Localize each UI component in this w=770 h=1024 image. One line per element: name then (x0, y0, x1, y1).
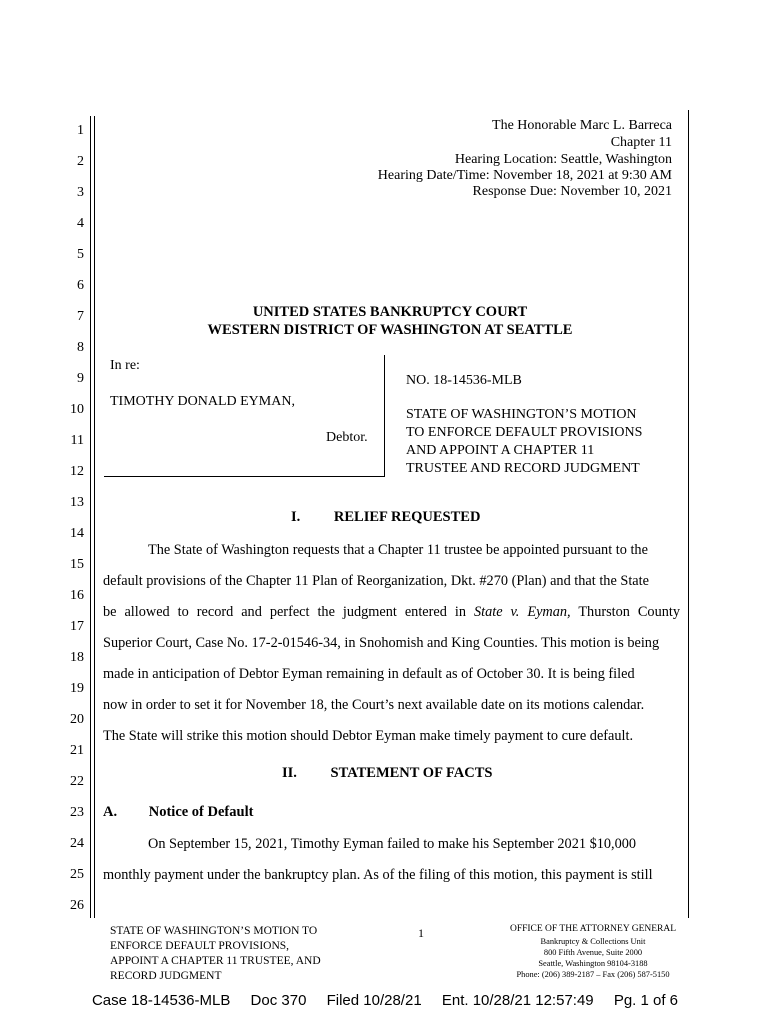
section-title: RELIEF REQUESTED (333, 509, 481, 525)
line-number: 1 (77, 123, 84, 138)
paragraph-line: now in order to set it for November 18, the Court’s next available date on its motions calendar. (103, 697, 645, 713)
subsection-label: A. (103, 804, 118, 820)
line-number: 24 (70, 836, 84, 851)
motion-title-line: STATE OF WASHINGTON’S MOTION (406, 407, 637, 422)
line-number: 7 (77, 309, 84, 324)
page-number: 1 (418, 926, 424, 940)
hearing-location: Hearing Location: Seattle, Washington (454, 152, 672, 167)
filing-stamp (0, 992, 770, 1009)
line-number: 10 (70, 402, 84, 417)
motion-title-line: TRUSTEE AND RECORD JUDGMENT (406, 461, 640, 476)
section-number: I. (291, 509, 301, 525)
line-number: 16 (70, 588, 84, 603)
office-line: Phone: (206) 389-2187 – Fax (206) 587-5150 (516, 970, 670, 979)
case-number: NO. 18-14536-MLB (406, 373, 522, 388)
line-number: 5 (77, 247, 84, 262)
stamp-page: Pg. 1 of 6 (613, 992, 679, 1009)
debtor-label: Debtor. (326, 430, 368, 445)
court-name: UNITED STATES BANKRUPTCY COURT (252, 304, 528, 320)
footer-title-line: RECORD JUDGMENT (110, 970, 222, 982)
paragraph-line: monthly payment under the bankruptcy plan. As of the filing of this motion, this payment is still (103, 867, 653, 883)
line-number: 12 (70, 464, 84, 479)
footer-office-block (503, 924, 683, 980)
section-title: STATEMENT OF FACTS (330, 765, 493, 781)
stamp-case: Case 18-14536-MLB (91, 992, 231, 1009)
line-text: be allowed to record and perfect the judgment entered in (103, 604, 466, 620)
in-re-label: In re: (110, 358, 140, 373)
section-heading-facts (282, 765, 493, 782)
line-number: 21 (70, 743, 84, 758)
office-line: Seattle, Washington 98104-3188 (538, 959, 648, 968)
stamp-doc: Doc 370 (250, 992, 307, 1009)
subsection-title: Notice of Default (148, 804, 254, 820)
caption-divider (384, 355, 385, 477)
paragraph-line: The State of Washington requests that a Chapter 11 trustee be appointed pursuant to the (148, 542, 648, 558)
section-heading-relief (291, 509, 480, 526)
motion-title-line: AND APPOINT A CHAPTER 11 (406, 443, 595, 458)
court-district: WESTERN DISTRICT OF WASHINGTON AT SEATTLE (207, 322, 573, 338)
line-number: 14 (70, 526, 84, 541)
line-number: 20 (70, 712, 84, 727)
line-text: Thurston County (578, 604, 680, 620)
response-due: Response Due: November 10, 2021 (472, 184, 672, 199)
footer-document-title (110, 924, 321, 984)
office-line: 800 Fifth Avenue, Suite 2000 (543, 948, 643, 957)
line-number: 11 (70, 433, 84, 448)
footer-title-line: APPOINT A CHAPTER 11 TRUSTEE, AND (110, 955, 321, 967)
line-number: 23 (70, 805, 84, 820)
footer-title-line: STATE OF WASHINGTON’S MOTION TO (110, 925, 318, 937)
motion-title-line: TO ENFORCE DEFAULT PROVISIONS (406, 425, 643, 440)
paragraph-line: On September 15, 2021, Timothy Eyman failed to make his September 2021 $10,000 (148, 836, 637, 852)
line-number: 15 (70, 557, 84, 572)
stamp-entered: Ent. 10/28/21 12:57:49 (441, 992, 594, 1009)
line-number: 22 (70, 774, 84, 789)
line-number: 13 (70, 495, 84, 510)
line-number: 26 (70, 898, 84, 913)
line-number: 17 (70, 619, 84, 634)
chapter: Chapter 11 (610, 135, 672, 150)
line-number: 18 (70, 650, 84, 665)
paragraph-line (103, 603, 680, 621)
office-title: OFFICE OF THE ATTORNEY GENERAL (509, 924, 677, 934)
subsection-heading (103, 804, 253, 821)
paragraph-line: default provisions of the Chapter 11 Plan of Reorganization, Dkt. #270 (Plan) and that the State (103, 573, 649, 589)
office-line: Bankruptcy & Collections Unit (540, 937, 646, 946)
debtor-name: TIMOTHY DONALD EYMAN, (110, 394, 295, 409)
section-number: II. (282, 765, 297, 781)
line-number: 2 (77, 154, 84, 169)
line-number: 4 (77, 216, 84, 231)
line-number: 3 (77, 185, 84, 200)
caption-bottom-rule (104, 476, 385, 477)
hearing-datetime: Hearing Date/Time: November 18, 2021 at 9:30 AM (377, 168, 672, 183)
case-citation: State v. Eyman, (473, 604, 571, 620)
paragraph-line: made in anticipation of Debtor Eyman remaining in default as of October 30. It is being filed (103, 666, 635, 682)
left-margin-rule-outer (90, 116, 91, 918)
left-margin-rule-inner (94, 116, 95, 918)
paragraph-line: The State will strike this motion should Debtor Eyman make timely payment to cure default. (103, 728, 634, 744)
stamp-filed: Filed 10/28/21 (326, 992, 422, 1009)
line-number: 8 (77, 340, 84, 355)
right-margin-rule (688, 110, 689, 918)
line-number: 25 (70, 867, 84, 882)
line-number: 6 (77, 278, 84, 293)
line-number: 9 (77, 371, 84, 386)
judge-name: The Honorable Marc L. Barreca (492, 118, 672, 133)
paragraph-line: Superior Court, Case No. 17-2-01546-34, in Snohomish and King Counties. This motion is being (103, 635, 660, 651)
footer-title-line: ENFORCE DEFAULT PROVISIONS, (110, 940, 290, 952)
line-number: 19 (70, 681, 84, 696)
